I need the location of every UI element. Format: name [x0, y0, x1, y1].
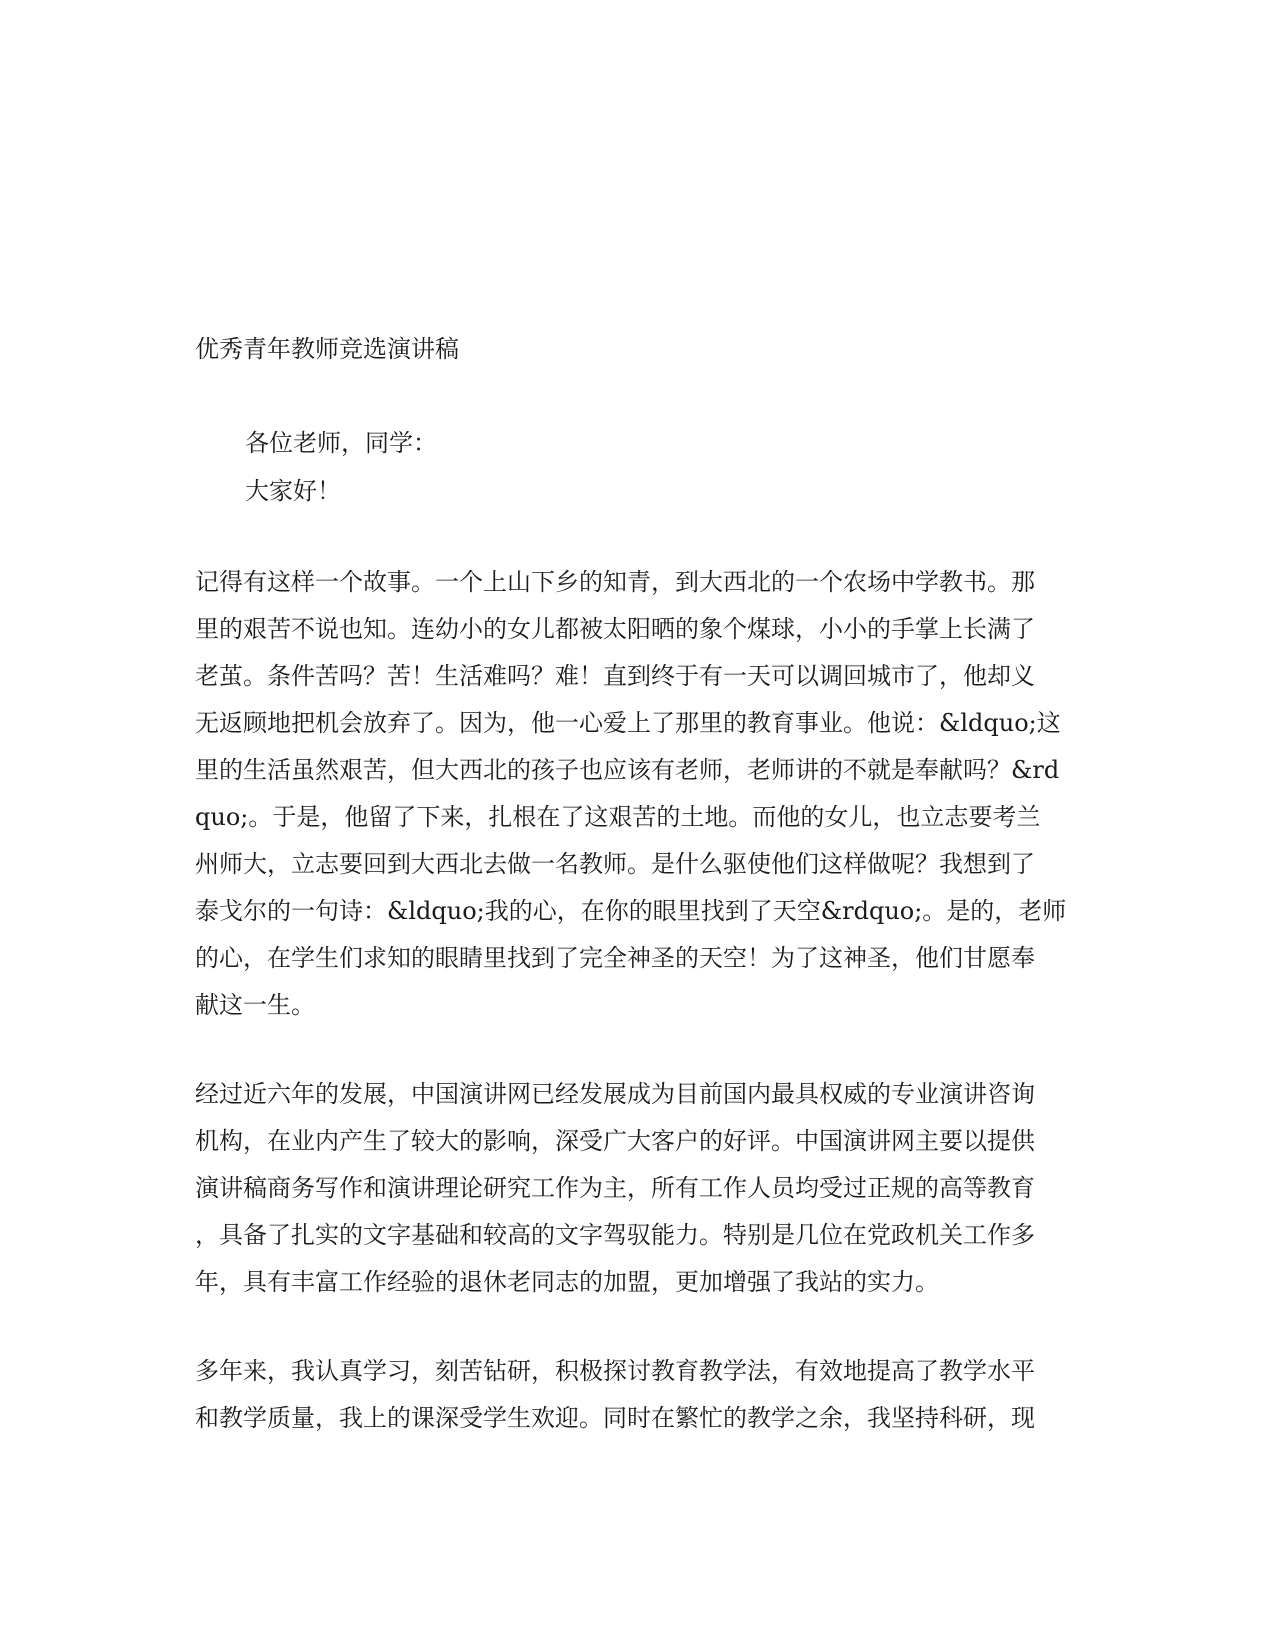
paragraph1-line: 记得有这样一个故事。一个上山下乡的知青，到大西北的一个农场中学教书。那	[195, 568, 1035, 596]
paragraph1-line: 无返顾地把机会放弃了。因为，他一心爱上了那里的教育事业。他说：&ldquo;这	[195, 709, 1061, 737]
paragraph1-line: 里的生活虽然艰苦，但大西北的孩子也应该有老师，老师讲的不就是奉献吗？&rd	[195, 756, 1060, 784]
paragraph2-line: 经过近六年的发展，中国演讲网已经发展成为目前国内最具权威的专业演讲咨询	[195, 1080, 1035, 1108]
salutation: 各位老师，同学：	[245, 429, 437, 457]
paragraph2-line: 年，具有丰富工作经验的退休老同志的加盟，更加增强了我站的实力。	[195, 1268, 939, 1296]
paragraph1-line: 老茧。条件苦吗？苦！生活难吗？难！直到终于有一天可以调回城市了，他却义	[195, 662, 1035, 690]
greeting: 大家好！	[245, 477, 341, 505]
paragraph3-line: 多年来，我认真学习，刻苦钻研，积极探讨教育教学法，有效地提高了教学水平	[195, 1357, 1035, 1385]
paragraph3-line: 和教学质量，我上的课深受学生欢迎。同时在繁忙的教学之余，我坚持科研，现	[195, 1404, 1035, 1432]
paragraph1-line: quo;。于是，他留了下来，扎根在了这艰苦的土地。而他的女儿，也立志要考兰	[195, 803, 1041, 831]
paragraph2-line: ，具备了扎实的文字基础和较高的文字驾驭能力。特别是几位在党政机关工作多	[195, 1221, 1035, 1249]
paragraph1-line: 泰戈尔的一句诗：&ldquo;我的心，在你的眼里找到了天空&rdquo;。是的，老师	[195, 897, 1067, 925]
paragraph2-line: 演讲稿商务写作和演讲理论研究工作为主，所有工作人员均受过正规的高等教育	[195, 1174, 1035, 1202]
paragraph2-line: 机构，在业内产生了较大的影响，深受广大客户的好评。中国演讲网主要以提供	[195, 1127, 1035, 1155]
paragraph1-line: 里的艰苦不说也知。连幼小的女儿都被太阳晒的象个煤球，小小的手掌上长满了	[195, 615, 1035, 643]
paragraph1-line: 州师大，立志要回到大西北去做一名教师。是什么驱使他们这样做呢？我想到了	[195, 850, 1035, 878]
paragraph1-line: 的心，在学生们求知的眼睛里找到了完全神圣的天空！为了这神圣，他们甘愿奉	[195, 944, 1035, 972]
document-title: 优秀青年教师竞选演讲稿	[195, 335, 459, 363]
paragraph1-line: 献这一生。	[195, 991, 315, 1019]
